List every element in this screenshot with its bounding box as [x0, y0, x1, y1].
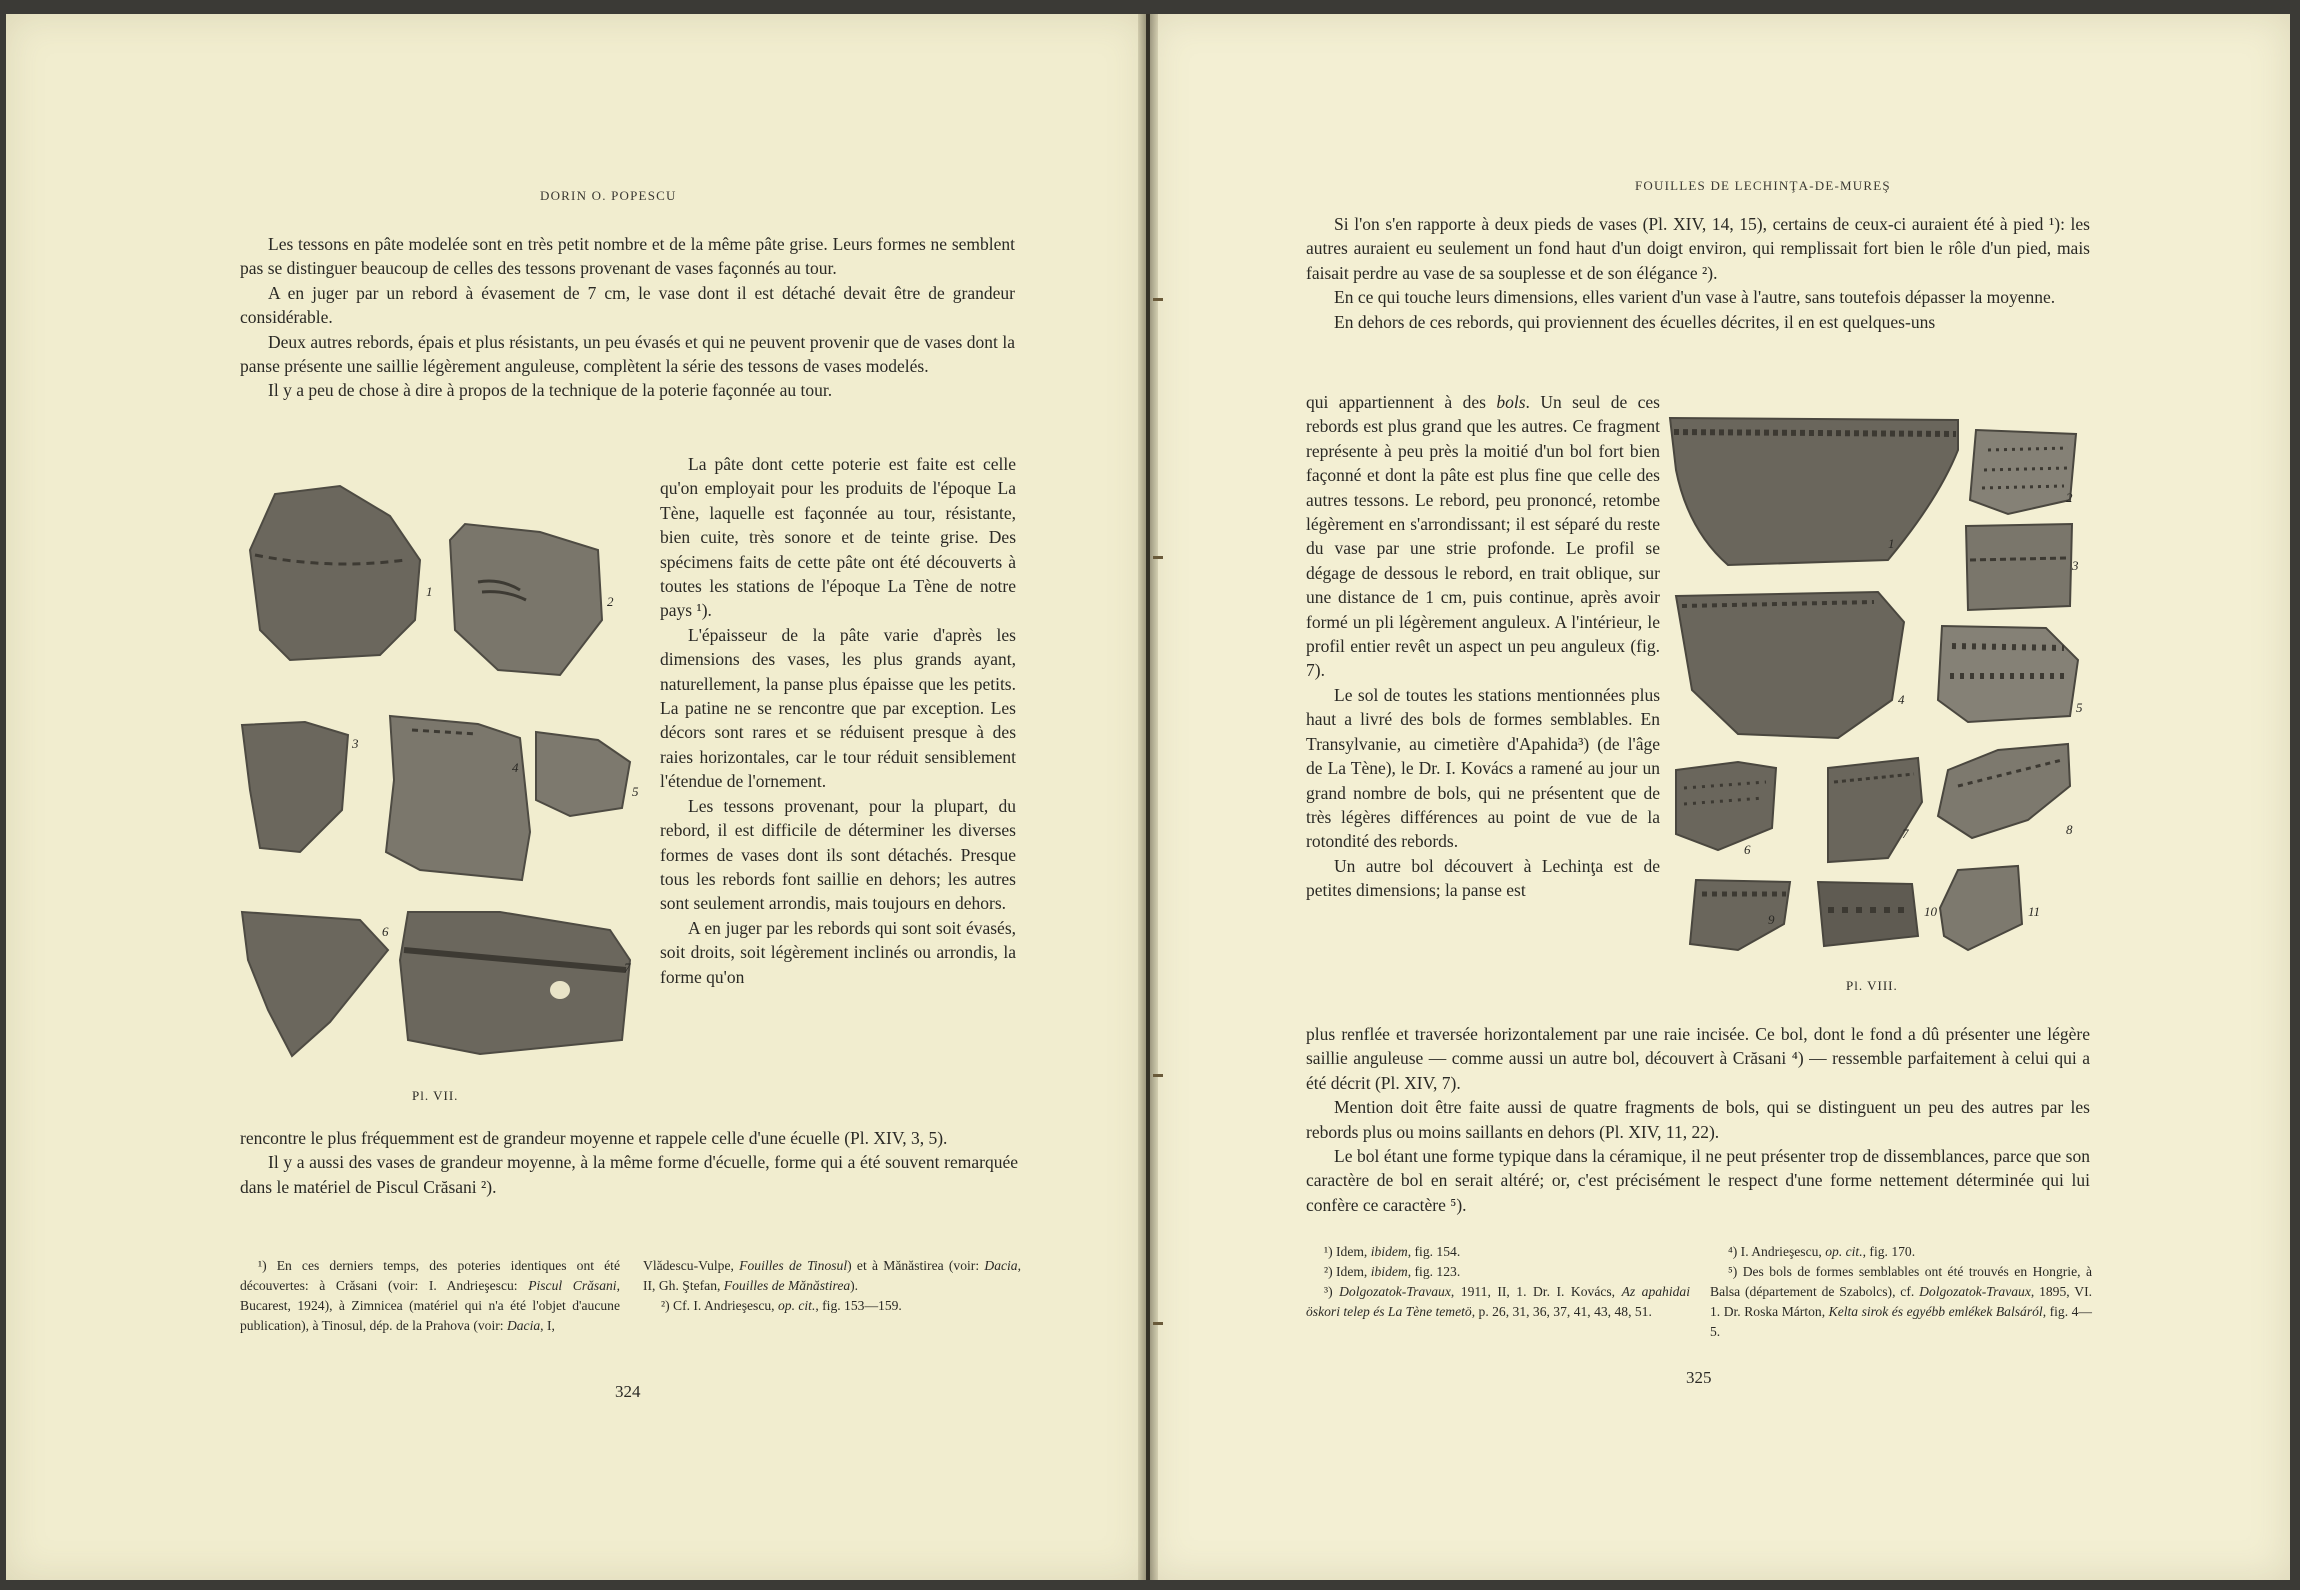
footnote: ¹) Idem, ibidem, fig. 154.: [1324, 1244, 1461, 1259]
potsherd-photograph: [242, 722, 348, 852]
figure-number: 8: [2066, 822, 2073, 837]
potsherd-photograph: [1690, 880, 1790, 950]
book-gutter: [1138, 14, 1158, 1580]
running-header: DORIN O. POPESCU: [540, 188, 677, 203]
body-text-bottom: [1306, 1022, 2090, 1217]
figure-number: 10: [1924, 904, 1937, 919]
potsherd-photograph: [1676, 762, 1776, 850]
potsherd-photograph: [1676, 592, 1904, 738]
footnote: ²) Idem, ibidem, fig. 123.: [1324, 1264, 1461, 1279]
page-number: 325: [1686, 1368, 1712, 1387]
figure-number: 2: [607, 594, 614, 609]
plate-caption: Pl. VIII.: [1846, 978, 1898, 993]
paragraph: La pâte dont cette poterie est faite est celle qu'on employait pour les produits de l'époque La Tène, laquelle est façonnée au tour, résistante, bien cuite, très sonore et de teinte grise. Des spécimens faits de cette pâte ont été découverts à toutes les stations de l'époque La Tène de notre pays ¹).: [660, 454, 1016, 621]
plate-vii-figure: [230, 480, 650, 1100]
paragraph: Les tessons provenant, pour la plupart, du rebord, il est difficile de déterminer les diverses formes de vases dont ils sont détachés. Presque tous les rebords font saillie en dehors; les autres sont seulement arrondis, mais toujours en dehors.: [660, 795, 1016, 914]
figure-number: 5: [632, 784, 639, 799]
paragraph: qui appartiennent à des bols. Un seul de ces rebords est plus grand que les autres. Ce fragment représente à peu près la moitié d'un bol fort bien façonné et dont la pâte est plus fine que celle des autres tessons. Le rebord, peu prononcé, retombe légèrement en s'arrondissant; il est séparé du reste du vase par une strie profonde. Le profil se dégage de dessous le rebord, en trait oblique, sur une distance de 1 cm, puis continue, après avoir formé un pli légèrement anguleux. A l'intérieur, le profil entier revêt un aspect un peu anguleux (fig. 7).: [1306, 392, 1660, 681]
potsherd-photograph: [386, 716, 530, 880]
body-text-bottom: [240, 1126, 1018, 1199]
paragraph: En ce qui touche leurs dimensions, elles varient d'un vase à l'autre, sans toutefois dépasser la moyenne.: [1334, 287, 2056, 308]
body-text-top: [240, 232, 1015, 403]
paragraph: Les tessons en pâte modelée sont en très petit nombre et de la même pâte grise. Leurs formes ne semblent pas se distinguer beaucoup de celles des tessons provenant de vases façonnés au tour.: [240, 234, 1015, 279]
potsherd-photograph: [1938, 626, 2078, 722]
potsherd-photograph: [242, 912, 388, 1056]
paragraph: rencontre le plus fréquemment est de grandeur moyenne et rappele celle d'une écuelle (Pl. XIV, 3, 5).: [240, 1128, 948, 1148]
paragraph: Mention doit être faite aussi de quatre fragments de bols, qui se distinguent un peu des autres par les rebords plus ou moins saillants en dehors (Pl. XIV, 11, 22).: [1306, 1097, 2090, 1142]
page-number: 324: [615, 1382, 641, 1401]
footnote: ³) Dolgozatok-Travaux, 1911, II, 1. Dr. I. Kovács, Az apahidai öskori telep és La Tène temetö, p. 26, 31, 36, 37, 41, 43, 48, 51.: [1306, 1284, 1691, 1319]
potsherd-photograph: [536, 732, 630, 816]
figure-number: 2: [2066, 490, 2073, 505]
figure-number: 4: [1898, 692, 1905, 707]
plate-viii-figure: [1668, 410, 2088, 970]
figure-number: 5: [2076, 700, 2083, 715]
footnote: Vlădescu-Vulpe, Fouilles de Tinosul) et à Mănăstirea (voir: Dacia, II, Gh. Ştefan, Fouilles de Mănăstirea).: [643, 1258, 1022, 1293]
paragraph: L'épaisseur de la pâte varie d'après les dimensions des vases, les plus grands ayant, naturellement, la panse plus épaisse que les petits. La patine ne se rencontre que par exception. Les décors sont rares et se réduisent presque à des raies horizontales, car le tour réduit sensiblement l'étendue de l'ornement.: [660, 624, 1016, 792]
paragraph: A en juger par un rebord à évasement de 7 cm, le vase dont il est détaché devait être de grandeur considérable.: [240, 282, 1015, 328]
potsherd-photograph: [1940, 866, 2022, 950]
figure-number: 9: [1768, 912, 1775, 927]
potsherd-photograph: [250, 486, 420, 660]
footnote-column: [1710, 1242, 2092, 1342]
paragraph: A en juger par les rebords qui sont soit évasés, soit droits, soit légèrement inclinés ou arrondis, la forme qu'on: [660, 917, 1016, 987]
paragraph: Il y a peu de chose à dire à propos de la technique de la poterie façonnée au tour.: [268, 380, 833, 401]
footnote: ⁴) I. Andrieşescu, op. cit., fig. 170.: [1728, 1244, 1916, 1259]
figure-number: 6: [382, 924, 389, 939]
paragraph: Le sol de toutes les stations mentionnées plus haut a livré des bols de formes semblables. En Transylvanie, au cimetière d'Apahida³) (de l'âge de La Tène), le Dr. I. Kovács a ramené au jour un grand nombre de bols, qui ne présentent que de très légères différences au point de vue de la rotondité des rebords.: [1306, 684, 1660, 852]
paragraph: En dehors de ces rebords, qui proviennent des écuelles décrites, il en est quelques-uns: [1334, 311, 1936, 332]
figure-number: 6: [1744, 842, 1751, 857]
potsherd-photograph: [1938, 744, 2070, 838]
potsherd-photograph: [1670, 418, 1958, 565]
footnote-column: [240, 1256, 620, 1336]
plate-caption: Pl. VII.: [412, 1088, 459, 1103]
paragraph: Il y a aussi des vases de grandeur moyenne, à la même forme d'écuelle, forme qui a été souvent remarquée dans le matériel de Piscul Crăsani ²).: [240, 1152, 1018, 1197]
paragraph: Le bol étant une forme typique dans la céramique, il ne peut présenter trop de dissemblances, parce que son caractère de bol en serait altéré; or, c'est précisément le respect d'une forme nettement déterminée qui lui confère ce caractère ⁵).: [1306, 1146, 2090, 1215]
figure-number: 1: [426, 584, 433, 599]
figure-number: 1: [1888, 536, 1895, 551]
body-text-column: [660, 452, 1016, 989]
figure-number: 4: [512, 760, 519, 775]
figure-number: 3: [352, 736, 359, 751]
paragraph: Si l'on s'en rapporte à deux pieds de vases (Pl. XIV, 14, 15), certains de ceux-ci auraient été à pied ¹): les autres auraient eu seulement un fond haut d'un doigt environ, qui remplissait fort bien le rôle d'un pied, mais faisait perdre au vase de sa souplesse et de son élégance ²).: [1306, 214, 2090, 283]
footnote-column: [643, 1256, 1021, 1316]
potsherd-photograph: [1970, 430, 2076, 514]
paragraph: plus renflée et traversée horizontalement par une raie incisée. Ce bol, dont le fond a dû présenter une légère saillie anguleuse — comme aussi un autre bol, découvert à Crăsani ⁴) — ressemble parfaitement à celui qui a été décrit (Pl. XIV, 7).: [1306, 1024, 2090, 1093]
potsherd-photograph: [1966, 524, 2072, 610]
paragraph: Deux autres rebords, épais et plus résistants, un peu évasés et qui ne peuvent provenir que de vases dont la panse présente une saillie légèrement anguleuse, complètent la série des tessons de vases modelés.: [240, 331, 1015, 377]
running-header: FOUILLES DE LECHINŢA-DE-MUREŞ: [1635, 178, 1891, 193]
figure-number: 3: [2072, 558, 2079, 573]
potsherd-photograph: [400, 912, 630, 1054]
binding-stitch: [1153, 556, 1163, 559]
binding-stitch: [1153, 1074, 1163, 1077]
figure-number: 7: [624, 960, 631, 975]
body-text-column: [1306, 390, 1660, 903]
footnote: ²) Cf. I. Andrieşescu, op. cit., fig. 153—159.: [661, 1298, 902, 1313]
potsherd-photograph: [1818, 882, 1918, 946]
figure-number: 11: [2028, 904, 2041, 919]
binding-stitch: [1153, 1322, 1163, 1325]
binding-stitch: [1153, 298, 1163, 301]
paragraph: Un autre bol découvert à Lechinţa est de petites dimensions; la panse est: [1306, 855, 1660, 901]
body-text-top: [1306, 212, 2090, 334]
footnote: ¹) En ces derniers temps, des poteries identiques ont été découvertes: à Crăsani (voir: I. Andrieşescu: Piscul Crăsani, Bucarest, 1924), à Zimnicea (matériel qui n'a été l'objet d'aucune publication), à Tinosul, dép. de la Prahova (voir: Dacia, I,: [240, 1258, 620, 1333]
figure-number: 7: [1902, 826, 1909, 841]
footnote-column: [1306, 1242, 1690, 1322]
footnote: ⁵) Des bols de formes semblables ont été trouvés en Hongrie, à Balsa (département de Szabolcs), cf. Dolgozatok-Travaux, 1895, VI. 1. Dr. Roska Márton, Kelta sirok és egyébb emlékek Balsáról, fig. 4—5.: [1710, 1264, 2093, 1339]
